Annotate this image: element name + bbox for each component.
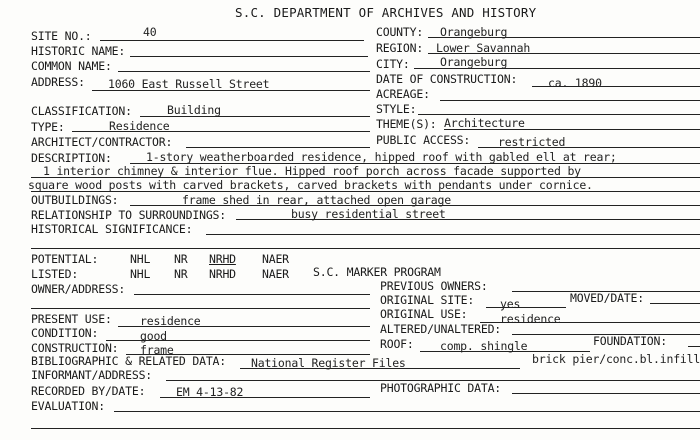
potential-nrhd: NRHD [209,252,236,266]
acreage-line [440,100,700,101]
public-access-line [478,147,700,148]
address-value: 1060 East Russell Street [108,77,270,91]
roof-label: ROOF: [380,337,414,351]
present-use-value: residence [140,314,201,328]
listed-nrhd: NRHD [209,267,236,281]
potential-label: POTENTIAL: [31,252,99,266]
historical-significance-rule-2 [31,248,700,249]
original-site-value: yes [500,297,521,311]
owner-address-rule-2 [31,308,370,309]
historical-significance-label: HISTORICAL SIGNIFICANCE: [31,222,193,236]
description-line-2: 1 interior chimney & interior flue. Hipped roof porch across facade supported by [43,164,581,178]
moved-date-label: MOVED/DATE: [570,291,644,305]
type-line [72,131,370,132]
region-line [428,53,700,54]
architect-label: ARCHITECT/CONTRACTOR: [31,135,173,149]
altered-label: ALTERED/UNALTERED: [380,322,502,336]
recorded-by-label: RECORDED BY/DATE: [31,384,146,398]
condition-label: CONDITION: [31,326,99,340]
common-name-line [118,71,370,72]
form-title: S.C. DEPARTMENT OF ARCHIVES AND HISTORY [235,5,537,20]
foundation-line [688,346,700,347]
relationship-label: RELATIONSHIP TO SURROUNDINGS: [31,208,226,222]
county-line [428,37,700,38]
style-line [418,114,700,115]
description-label: DESCRIPTION: [31,151,112,165]
type-value: Residence [109,119,170,133]
city-line [414,68,700,69]
potential-nhl: NHL [130,252,151,266]
listed-naer: NAER [262,267,289,281]
common-name-label: COMMON NAME: [31,59,112,73]
type-label: TYPE: [31,120,65,134]
recorded-by-line [160,397,370,398]
evaluation-line [114,411,700,412]
date-of-construction-value: ca. 1890 [548,76,602,90]
owner-address-label: OWNER/ADDRESS: [31,282,126,296]
historical-significance-line [206,234,700,235]
acreage-label: ACREAGE: [376,87,430,101]
date-of-construction-label: DATE OF CONSTRUCTION: [376,72,518,86]
evaluation-label: EVALUATION: [31,399,105,413]
bibliographic-line [240,368,520,369]
county-label: COUNTY: [376,25,424,39]
potential-nr: NR [174,252,188,266]
description-line-3: square wood posts with carved brackets, carved brackets with pendants under cornice. [28,178,593,192]
present-use-line [118,326,370,327]
historic-name-line [130,56,368,57]
construction-label: CONSTRUCTION: [31,341,119,355]
public-access-label: PUBLIC ACCESS: [376,133,471,147]
owner-address-line [134,294,370,295]
roof-value: comp. shingle [440,339,528,353]
themes-value: Architecture [444,116,525,130]
original-use-label: ORIGINAL USE: [380,307,468,321]
construction-value: frame [140,343,174,357]
original-site-line [486,307,566,308]
classification-value: Building [167,103,221,117]
listed-nr: NR [174,267,188,281]
foundation-value: brick pier/conc.bl.infill [532,352,700,366]
architect-line [186,147,370,148]
original-use-value: residence [500,312,561,326]
site-no-label: SITE NO.: [31,29,92,43]
themes-line [444,129,700,130]
public-access-value: restricted [498,135,566,149]
foundation-label: FOUNDATION: [593,334,667,348]
classification-label: CLASSIFICATION: [31,104,132,118]
recorded-by-value: EM 4-13-82 [176,385,244,399]
moved-date-line [650,303,700,304]
description-rule-3 [31,191,700,192]
potential-naer: NAER [262,252,289,266]
bibliographic-value: National Register Files [251,356,406,370]
bibliographic-label: BIBLIOGRAPHIC & RELATED DATA: [31,354,226,368]
original-site-label: ORIGINAL SITE: [380,293,475,307]
region-value: Lower Savannah [436,41,531,55]
outbuildings-value: frame shed in rear, attached open garage [182,193,451,207]
evaluation-rule-2 [31,428,700,429]
description-line-1: 1-story weatherboarded residence, hipped roof with gabled ell at rear; [146,150,617,164]
city-value: Orangeburg [440,55,508,69]
previous-owners-label: PREVIOUS OWNERS: [380,279,488,293]
style-label: STYLE: [376,102,417,116]
photographic-label: PHOTOGRAPHIC DATA: [380,381,502,395]
outbuildings-line [130,205,700,206]
relationship-line [236,219,700,220]
classification-line [140,116,370,117]
site-no-line [100,40,364,41]
themes-label: THEME(S): [376,117,437,131]
original-use-line [480,322,700,323]
marker-program: S.C. MARKER PROGRAM [313,265,441,279]
address-line [92,90,370,91]
historic-name-label: HISTORIC NAME: [31,44,126,58]
condition-value: good [140,329,167,343]
listed-label: LISTED: [31,267,79,281]
address-label: ADDRESS: [31,75,85,89]
relationship-value: busy residential street [291,207,446,221]
city-label: CITY: [376,57,410,71]
present-use-label: PRESENT USE: [31,312,112,326]
region-label: REGION: [376,41,424,55]
site-no-value: 40 [143,25,157,39]
date-of-construction-line [532,86,700,87]
informant-label: INFORMANT/ADDRESS: [31,368,153,382]
photographic-line [512,393,700,394]
condition-line [106,340,370,341]
outbuildings-label: OUTBUILDINGS: [31,193,119,207]
listed-nhl: NHL [130,267,151,281]
county-value: Orangeburg [440,25,508,39]
